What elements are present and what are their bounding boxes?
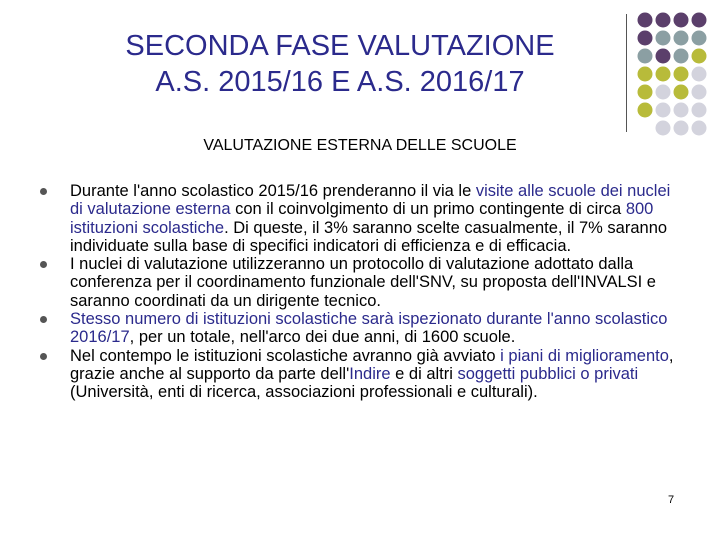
- decorative-dot: [638, 103, 653, 118]
- decorative-dot: [674, 121, 689, 136]
- highlighted-text: soggetti pubblici o privati: [457, 364, 639, 383]
- decorative-dot: [692, 49, 707, 64]
- bullet-dot-icon: [40, 188, 47, 195]
- page-number: 7: [668, 494, 675, 506]
- decorative-dot: [674, 49, 689, 64]
- decorative-dot: [656, 13, 671, 28]
- title-line-1: SECONDA FASE VALUTAZIONE: [125, 30, 555, 62]
- bullet-dot-icon: [40, 261, 47, 268]
- decorative-dot: [656, 103, 671, 118]
- bullet-dot-icon: [40, 316, 47, 323]
- body-text: con il coinvolgimento di un primo contingente di circa: [230, 200, 626, 219]
- decorative-dot: [656, 121, 671, 136]
- title-line-2: A.S. 2015/16 E A.S. 2016/17: [155, 66, 525, 98]
- highlighted-text: i piani di miglioramento: [500, 346, 669, 365]
- decorative-dot: [638, 85, 653, 100]
- decorative-dot: [638, 49, 653, 64]
- body-text: I nuclei di valutazione utilizzeranno un protocollo di valutazione adottato dalla conferenza per il coordinamento funzionale dell'SNV, su proposta dell'INVALSI e saranno coordinati da un dirigente tecnico.: [70, 255, 656, 310]
- body-text: . Di queste, il 3% saranno scelte casualmente, il 7% saranno individuate sulla base di specifici indicatori di efficienza e di efficacia.: [70, 218, 668, 255]
- decorative-dot: [656, 31, 671, 46]
- bullet-item: [40, 255, 680, 310]
- bullet-item: [40, 310, 680, 347]
- decorative-dot: [692, 31, 707, 46]
- decorative-dot: [692, 67, 707, 82]
- decorative-dot: [656, 49, 671, 64]
- decorative-dot: [692, 121, 707, 136]
- body-text: e di altri: [390, 364, 458, 383]
- body-text: Nel contempo le istituzioni scolastiche avranno già avviato: [70, 346, 501, 365]
- highlighted-text: Indire: [349, 364, 391, 383]
- decorative-dot: [638, 31, 653, 46]
- decorative-dot: [638, 67, 653, 82]
- decorative-dot: [674, 13, 689, 28]
- decorative-dot: [692, 13, 707, 28]
- decorative-dot: [638, 13, 653, 28]
- body-text: , grazie anche al supporto da parte dell': [70, 346, 674, 383]
- body-text: Durante l'anno scolastico 2015/16 prenderanno il via le: [70, 182, 476, 200]
- highlighted-text: 800 istituzioni scolastiche: [70, 200, 654, 237]
- bullet-item: [40, 182, 680, 255]
- decorative-dot: [692, 103, 707, 118]
- decorative-dot-grid: [0, 0, 720, 140]
- body-text: , per un totale, nell'arco dei due anni, di 1600 scuole.: [129, 328, 516, 347]
- decorative-dot: [674, 67, 689, 82]
- bullet-list: [40, 182, 680, 402]
- decorative-dot: [656, 85, 671, 100]
- highlighted-text: visite alle scuole dei nuclei di valutazione esterna: [70, 182, 671, 219]
- bullet-dot-icon: [40, 353, 47, 360]
- decorative-dot: [656, 67, 671, 82]
- decorative-dot: [692, 85, 707, 100]
- body-text: (Università, enti di ricerca, associazioni professionali e culturali).: [70, 383, 538, 402]
- section-subtitle: VALUTAZIONE ESTERNA DELLE SCUOLE: [203, 137, 517, 154]
- decorative-dot: [674, 103, 689, 118]
- bullet-item: [40, 347, 680, 402]
- decorative-dot: [674, 85, 689, 100]
- decorative-dot: [674, 31, 689, 46]
- highlighted-text: Stesso numero di istituzioni scolastiche sarà ispezionato durante l'anno scolastico 2016/17: [70, 310, 668, 347]
